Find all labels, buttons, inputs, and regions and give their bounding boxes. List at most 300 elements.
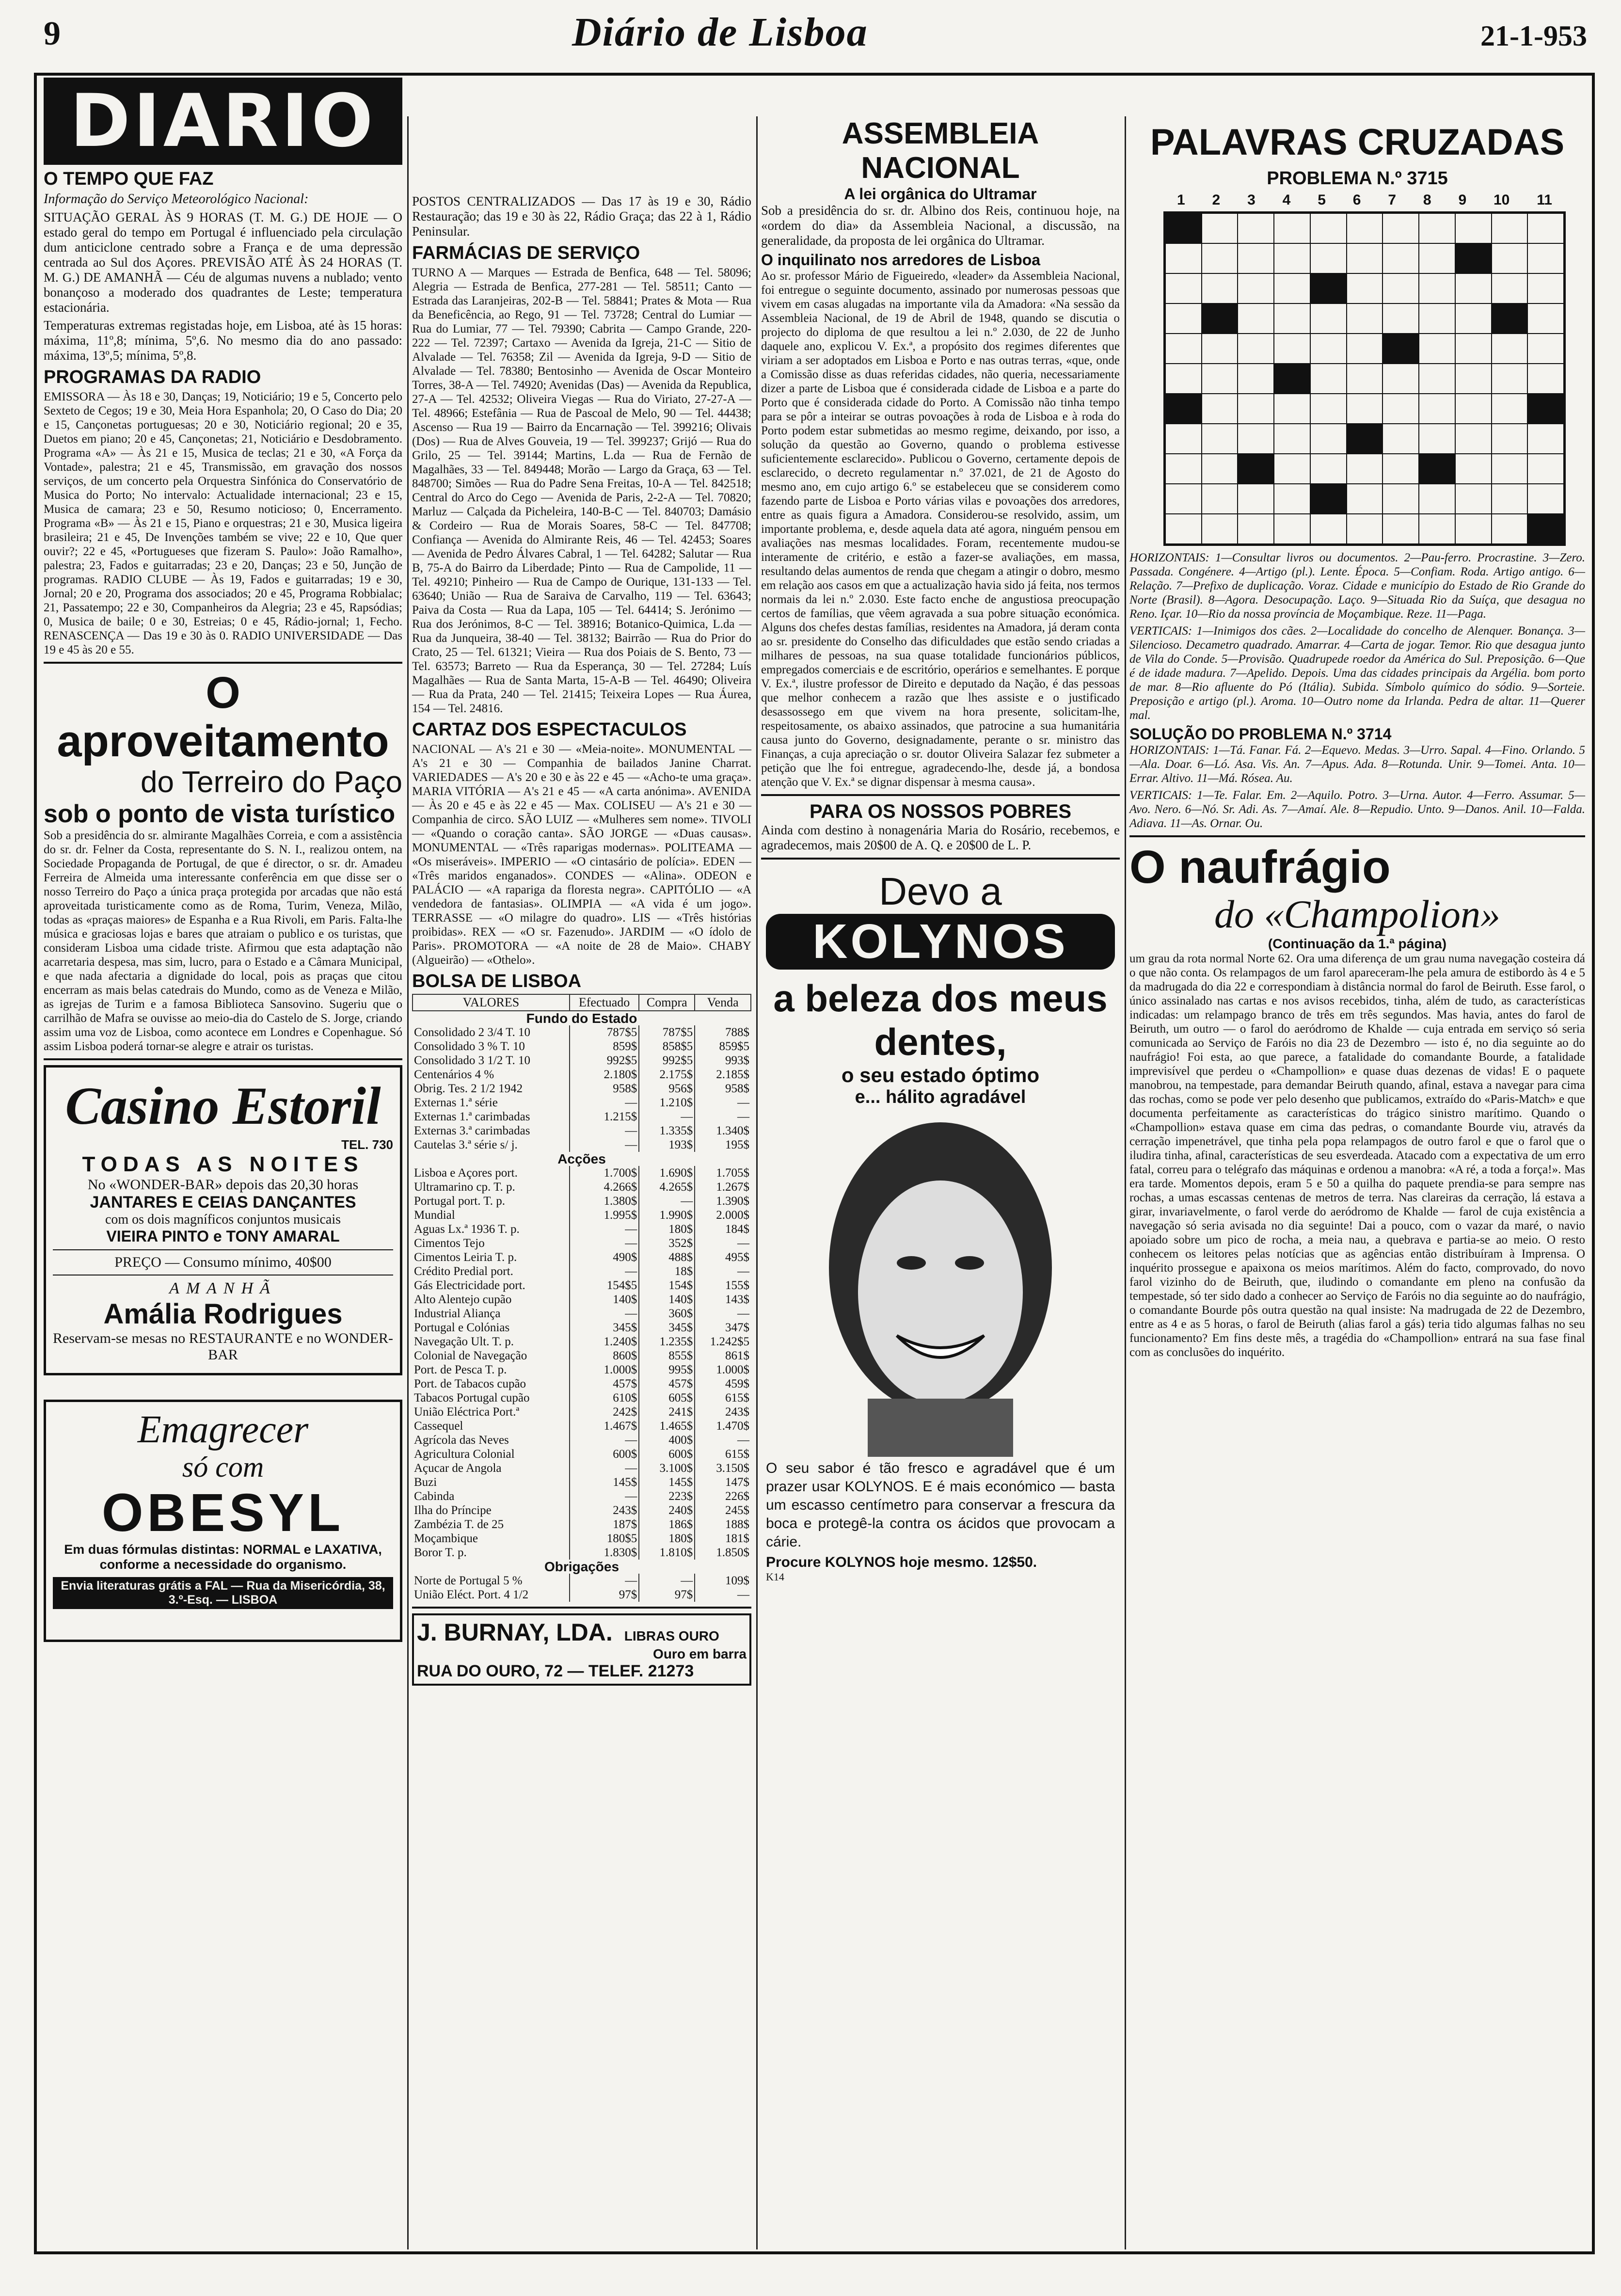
- table-cell: 345$: [570, 1321, 639, 1335]
- table-cell: Ultramarino cp. T. p.: [413, 1180, 570, 1194]
- crossword-cell: [1202, 484, 1238, 514]
- crossword-cell: [1455, 364, 1492, 394]
- naufragio-text: um grau da rota normal Norte 62. Ora uma diferença de um grau numa navegação costeira dá o que não conta. Os relampagos de um farol apareceram-lhe pela amura de estibordo às 4 e 5 da madrugada do dia 22 e correspondiam à distância normal do farol de Beiruth. Esse farol, o único assinalado nas cartas e nos avisos recebidos, tinha, além de tudo, as características indicadas: um relampago branco de três em três segundos. Mas havia, antes do farol de Beiruth, um outro — o farol do aeródromo de Khalde — cuja entrada em serviço só seria comunicada ao Serviço de Faróis no dia 23 de Dezembro — isto é, no dia seguinte ao do naufrágio! Foi esta, ao que parece, a fatalidade do comandante Bourde, a fatalidade imprevisível que perdeu o «Champollion» e quase duas dezenas de vidas! E o paquete manobrou, na tempestade, para demandar Beiruth quando, afinal, estava a navegar para cima das rochas, como se pode ver pelo desenho que publicamos, extraído do «Paris-Match» e que documenta perfeitamente as características do trágico sinistro marítimo. Quando o «Champollion» estava quase em cima das pedras, o comandante Bourde viu, através da cerração impenetrável, que tinha pela popa relampagos de outro farol e que o farol que o iludira tinha, afinal, características de seu esverdeada. Atacado com a expectativa de um erro fatal, correu para o telégrafo das máquinas e ordenou a manobra: «A ré, a toda a força!». Mas era tarde. Momentos depois, eram 5 e 50 a quilha do paquete prendia-se para sempre nas rochas, a umas escassas centenas de metros de terra. Nas clareiras da cerração, lá estava a girar, invariavelmente, o farol verde do aeródromo de Khalde — farol de cuja existência a navegação só seria avisada no dia seguinte! Dai a pouco, com o vazar da maré, o navio apoiado sobre um pico de rocha, a meia nau, a quebrava e partia-se ao meio. O resto conhecem os leitores pelas notícias que as agências então distribuíram à Imprensa. O inquérito prossegue e apaixona os meios marítimos. Além do facto, comprovado, do novo farol vizinho do de Beiruth, que, iludindo o comandante em pleno na confusão da tempestade, só ter sido dado a conhecer ao Serviço de Faróis no dia seguinte ao do naufrágio, o comandante Bourde pôs outra questão na qual insiste: Na madrugada de 22 de Dezembro, entre as 4 e as 5 horas, o farol de Beiruth (alias farol a gás) teria tido algumas falhas no seu funcionamento? Em fins deste mês, a tragédia do «Champollion» entrará na sua fase final com as conclusões do inquérito.: [1129, 952, 1585, 1359]
- table-cell: 1.000$: [716, 1363, 749, 1376]
- crossword-cell: [1238, 273, 1274, 303]
- table-row: [413, 1096, 751, 1110]
- table-cell: 610$: [570, 1391, 639, 1405]
- table-cell: Port. de Pesca T. p.: [413, 1363, 570, 1377]
- table-cell: 1.705$: [716, 1166, 749, 1180]
- table-cell: Centenários 4 %: [413, 1068, 570, 1082]
- obesyl-line1: Emagrecer: [137, 1408, 309, 1451]
- assembleia-subtitle: A lei orgânica do Ultramar: [844, 185, 1037, 203]
- table-row: [413, 1447, 751, 1461]
- crossword-cell: [1347, 364, 1383, 394]
- table-cell: Boror T. p.: [413, 1546, 570, 1560]
- table-cell: 1.690$: [639, 1166, 695, 1180]
- crossword-cell: [1383, 454, 1419, 484]
- table-row: [413, 1307, 751, 1321]
- table-cell: 2.180$: [570, 1068, 639, 1082]
- smiling-woman-illustration: [790, 1108, 1091, 1457]
- table-cell: Ilha do Príncipe: [413, 1503, 570, 1517]
- crossword-cell: [1310, 454, 1347, 484]
- casino-tel: TEL. 730: [341, 1137, 393, 1152]
- table-cell: 600$: [570, 1447, 639, 1461]
- table-cell: 243$: [570, 1503, 639, 1517]
- table-row: [413, 1419, 751, 1433]
- crossword-cell: [1310, 303, 1347, 334]
- crossword-cell: [1202, 424, 1238, 454]
- crossword-cell: [1383, 273, 1419, 303]
- crossword-cell: [1202, 514, 1238, 544]
- table-cell: Cimentos Leiria T. p.: [413, 1250, 570, 1264]
- crossword-cell: [1202, 273, 1238, 303]
- crossword-cell: [1347, 484, 1383, 514]
- casino-line4: com os dois magníficos conjuntos musicais: [105, 1212, 341, 1227]
- crossword-cell: [1492, 514, 1528, 544]
- crossword-cell: [1455, 394, 1492, 424]
- obesyl-line4: Em duas fórmulas distintas: NORMAL e LAXATIVA, conforme a necessidade do organismo.: [64, 1542, 382, 1572]
- table-cell: —: [570, 1489, 639, 1503]
- table-cell: 457$: [639, 1377, 695, 1391]
- crossword-number: 8: [1423, 192, 1431, 208]
- crossword-number: 9: [1458, 192, 1467, 208]
- table-cell: Portugal port. T. p.: [413, 1194, 570, 1208]
- table-cell: 1.700$: [570, 1166, 639, 1180]
- table-cell: 195$: [725, 1138, 749, 1151]
- kolynos-code: K14: [766, 1571, 784, 1583]
- table-row: [413, 1264, 751, 1278]
- table-cell: 457$: [570, 1377, 639, 1391]
- crossword-cell: [1310, 243, 1347, 273]
- weather-temps: Temperaturas extremas registadas hoje, em Lisboa, até às 15 horas: máxima, 11º,8; mínima, 5º,6. No mesmo dia do ano passado: máxima, 13º,5; mínima, 5º,8.: [44, 318, 402, 363]
- crossword-cell: [1310, 484, 1347, 514]
- crossword-cell: [1310, 273, 1347, 303]
- naufragio-headline: O naufrágio: [1129, 841, 1391, 893]
- crossword-cell: [1383, 484, 1419, 514]
- table-cell: 1.000$: [570, 1363, 639, 1377]
- casino-estoril-ad: [44, 1065, 402, 1375]
- crossword-cell: [1383, 303, 1419, 334]
- crossword-cell: [1527, 484, 1564, 514]
- table-cell: 490$: [570, 1250, 639, 1264]
- crossword-cell: [1347, 424, 1383, 454]
- table-cell: —: [639, 1574, 695, 1588]
- table-row: [413, 1489, 751, 1503]
- column-rule: [1125, 116, 1126, 2249]
- crossword-cell: [1347, 213, 1383, 243]
- table-cell: 859$: [570, 1039, 639, 1053]
- crossword-cell: [1383, 213, 1419, 243]
- table-cell: 2.175$: [639, 1068, 695, 1082]
- crossword-cell: [1455, 213, 1492, 243]
- table-cell: Moçambique: [413, 1531, 570, 1546]
- table-cell: —: [737, 1307, 749, 1320]
- table-cell: 360$: [639, 1307, 695, 1321]
- crossword-cell: [1238, 484, 1274, 514]
- table-cell: Portugal e Colónias: [413, 1321, 570, 1335]
- table-cell: Consolidado 2 3/4 T. 10: [413, 1025, 570, 1039]
- table-cell: Alto Alentejo cupão: [413, 1292, 570, 1307]
- table-cell: 1.465$: [639, 1419, 695, 1433]
- table-cell: 352$: [639, 1236, 695, 1250]
- table-row: [413, 1180, 751, 1194]
- crossword-cell: [1238, 424, 1274, 454]
- table-cell: 2.000$: [716, 1209, 749, 1222]
- crossword-number: 5: [1318, 192, 1326, 208]
- table-cell: 223$: [639, 1489, 695, 1503]
- table-cell: 958$: [570, 1082, 639, 1096]
- casino-logo: Casino Estoril: [65, 1076, 381, 1135]
- crossword-cell: [1165, 364, 1202, 394]
- crossword-cell: [1419, 303, 1455, 334]
- diario-masthead: DIARIO: [44, 78, 402, 165]
- table-cell: 3.100$: [639, 1461, 695, 1475]
- table-cell: 995$: [639, 1363, 695, 1377]
- casino-line9: Reservam-se mesas no RESTAURANTE e no WONDER-BAR: [53, 1330, 393, 1363]
- table-cell: Cimentos Tejo: [413, 1236, 570, 1250]
- crossword-cell: [1347, 394, 1383, 424]
- crossword-cell: [1238, 454, 1274, 484]
- crossword-cell: [1419, 364, 1455, 394]
- casino-line8: Amália Rodrigues: [103, 1298, 343, 1330]
- table-row: [413, 1391, 751, 1405]
- crossword-cell: [1165, 273, 1202, 303]
- crossword-cell: [1310, 394, 1347, 424]
- bolsa-table: [412, 994, 751, 1602]
- table-row: [413, 1053, 751, 1068]
- table-cell: 992$5: [570, 1053, 639, 1068]
- crossword-title: PALAVRAS CRUZADAS: [1150, 122, 1565, 163]
- table-cell: 2.185$: [716, 1068, 749, 1081]
- casino-line3: JANTARES E CEIAS DANÇANTES: [90, 1193, 356, 1212]
- table-row: [413, 1124, 751, 1138]
- table-cell: 858$5: [639, 1039, 695, 1053]
- page-header: [0, 0, 1621, 63]
- inquilinato-text: Ao sr. professor Mário de Figueiredo, «leader» da Assembleia Nacional, foi entregue o seguinte documento, assinado por numerosas pessoas que vivem em casas alugadas na importante vila da Amadora: «Na sessão da Assembleia Nacional, de 19 de Abril de 1948, quando se discutia o projecto do diploma de que resultou a lei n.º 2.030, de 22 de Junho daquele ano, explicou V. Ex.ª, a propósito dos regimes diferentes que viriam a ser adoptados em Lisboa e Porto e nas outras terras, «que, onde a Comissão disse as duas referidas cidades, não queria, necessariamente dizer a parte de Lisboa que é considerada cidade de Lisboa e a parte do Porto que é considerada cidade do Porto. A Comissão não tinha tempo para se pôr a inteirar se outras povoações à roda de Lisboa e à roda do Porto podem estar submetidas ao mesmo regime, deixando, por isso, a solução da questão ao Governo, quando o problema estivesse suficientemente esclarecido». Publicou o Governo, certamente depois de esclarecido, o decreto regulamentar n.º 37.021, de 21 de Agosto do mesmo ano, em cujo artigo 6.º se estabeleceu que se considerem como fazendo parte de Lisboa e Porto várias vilas e povoações dos arredores, entre as quais figura a Amadora. Considerou-se resolvido, assim, um importante problema, e, desde aquela data até agora, ninguém pensou em avaliações nas mesmas localidades. Foram, recentemente mudou-se interamente de critério, e estão a fazer-se avaliações, em massa, resultando delas aumentos de renda que chegam a atingir o dobro, mesmo em relação aos casos em que a actualização havia sido já feita, nos termos normais da lei n.º 2.030. Este facto enche de angustiosa preocupação certos de famílias, que vêem agravada a sua pobre situação económica. Alguns dos chefes destas famílias, residentes na Amadora, já deram conta ao sr. presidente do Conselho das dificuldades que estão sendo criadas a milhares de pessoas, na sua quase totalidade funcionários públicos, empregados comerciais e de escritório, operários e semelhantes. E porque V. Ex.ª, ilustre professor de Direito e deputado da Nação, é das pessoas que melhor conhecem a razão que lhes assiste e o justificado desassossego em que vivem na hora presente, solicitam-lhe, respeitosamente, os abaixo assinados, que patrocine a sua humanitária causa junto do Governo, designadamente, perante o sr. ministro das Finanças, a cuja apreciação o sr. doutor Oliveira Salazar fez submeter a petição que lhe foi entregue, agradecendo-lhe, desde já, a bondosa atenção que V. Ex.ª se dignar dispensar à mesma causa».: [761, 270, 1120, 789]
- crossword-cell: [1202, 243, 1238, 273]
- crossword-cell: [1274, 303, 1310, 334]
- crossword-cell: [1274, 213, 1310, 243]
- bolsa-header-cell: Compra: [639, 994, 695, 1011]
- burnay-name: J. BURNAY, LDA.: [417, 1619, 613, 1646]
- table-cell: 1.267$: [716, 1180, 749, 1194]
- crossword-cell: [1165, 213, 1202, 243]
- kolynos-line1: Devo a: [879, 870, 1002, 913]
- headline-main: O aproveitamento: [57, 668, 389, 766]
- table-cell: Crédito Predial port.: [413, 1264, 570, 1278]
- table-cell: 154$5: [570, 1278, 639, 1292]
- table-cell: —: [570, 1433, 639, 1447]
- crossword-cell: [1165, 454, 1202, 484]
- crossword-number: 1: [1176, 192, 1185, 208]
- table-cell: 1.340$: [716, 1124, 749, 1137]
- column-rule: [407, 116, 409, 2249]
- continuacao-label: (Continuação da 1.ª página): [1268, 936, 1447, 951]
- crossword-cell: [1274, 243, 1310, 273]
- crossword-cell: [1202, 213, 1238, 243]
- casino-line5: VIEIRA PINTO e TONY AMARAL: [106, 1228, 340, 1245]
- table-cell: 187$: [570, 1517, 639, 1531]
- table-cell: Açucar de Angola: [413, 1461, 570, 1475]
- crossword-cell: [1274, 484, 1310, 514]
- table-row: [413, 1039, 751, 1053]
- table-cell: —: [737, 1588, 749, 1601]
- crossword-cell: [1165, 394, 1202, 424]
- burnay-ad: [412, 1613, 751, 1686]
- crossword-cell: [1492, 364, 1528, 394]
- table-cell: —: [639, 1110, 695, 1124]
- table-row: [413, 1208, 751, 1222]
- table-row: [413, 1503, 751, 1517]
- table-row: [413, 1546, 751, 1560]
- table-cell: 97$: [639, 1588, 695, 1602]
- table-row: [413, 1068, 751, 1082]
- farmacias-text: TURNO A — Marques — Estrada de Benfica, 648 — Tel. 58096; Alegria — Estrada de Benfica, 277-281 — Tel. 58511; Canto — Estrada das Laranjeiras, 202-B — Tel. 58841; Prates & Mota — Rua da Beneficência, ao Rego, 91 — Tel. 73728; Central do Lumiar — Rua do Lumiar, 77 — Tel. 79390; Cabrita — Campo Grande, 220-222 — Tel. 72397; Cartaxo — Avenida da Igreja, 21-C — Sitio de Alvalade — Tel. 76358; Zil — Avenida da Igreja, 9-D — Sitio de Alvalade — Tel. 78380; Bentosinho — Avenida de Oscar Monteiro Torres, 38-A — Tel. 74920; Avenidas (Das) — Avenida da Republica, 27-A — Tel. 42532; Oliveira Viegas — Rua do Viriato, 27-27-A — Tel. 48966; Estefânia — Rua de Pascoal de Melo, 90 — Tel. 44438; Ascenso — Rua 19 — Bairro da Encarnação — Tel. 399216; Olivais (Dos) — Rua de Alves Gouveia, 19 — Tel. 399237; Grijó — Rua do Grilo, 25 — Tel. 39144; Martins, L.da — Rua de Fernão de Magalhães, 33 — Tel. 849448; Morão — Largo da Graça, 63 — Tel. 848700; Simões — Rua do Padre Sena Freitas, 10-A — Tel. 842518; Central do Arco do Cego — Avenida de Paris, 2-2-A — Tel. 70820; Marluz — Calçada da Picheleira, 140-B-C — Tel. 840703; Damásio & Cordeiro — Rua de Morais Soares, 58-C — Tel. 847708; Confiança — Avenida do Almirante Reis, 46 — Tel. 42453; Soares — Avenida de Pedro Álvares Cabral, 1 — Tel. 64282; Salutar — Rua B, 75-A do Bairro da Liberdade; Pinto — Rua de Campolide, 11 — Tel. 49210; Pinheiro — Rua de Campo de Ourique, 131-133 — Tel. 63640; União — Rua de Saraiva de Carvalho, 119 — Tel. 63643; Paiva da Costa — Rua da Lapa, 105 — Tel. 64414; S. Jerónimo — Rua dos Jerónimos, 8-C — Tel. 38916; Botanico-Quimica, L.da — Rua da Junqueira, 38-40 — Tel. 38132; Bairrão — Rua do Prior do Crato, 25 — Tel. 61321; Vieira — Rua dos Poiais de S. Bento, 73 — Tel. 63573; Barreto — Rua da Esperança, 30 — Tel. 27284; Luís Magalhães — Rua de Santa Marta, 15-A-B — Tel. 46490; Oliveira — Rua da Prata, 240 — Tel. 21415; Teixeira Lopes — Rua Áurea, 154 — Tel. 24816.: [412, 266, 751, 715]
- crossword-cell: [1492, 273, 1528, 303]
- crossword-cell: [1492, 424, 1528, 454]
- crossword-cell: [1274, 334, 1310, 364]
- table-cell: 97$: [570, 1588, 639, 1602]
- inquilinato-title: O inquilinato nos arredores de Lisboa: [761, 251, 1041, 269]
- crossword-cell: [1238, 394, 1274, 424]
- table-cell: 1.467$: [570, 1419, 639, 1433]
- table-cell: Industrial Aliança: [413, 1307, 570, 1321]
- table-cell: 345$: [639, 1321, 695, 1335]
- crossword-cell: [1202, 303, 1238, 334]
- table-cell: 400$: [639, 1433, 695, 1447]
- table-cell: 181$: [725, 1532, 749, 1545]
- table-row: [413, 1349, 751, 1363]
- crossword-cell: [1274, 514, 1310, 544]
- table-cell: 488$: [639, 1250, 695, 1264]
- table-cell: —: [570, 1264, 639, 1278]
- table-cell: —: [570, 1461, 639, 1475]
- crossword-cell: [1527, 213, 1564, 243]
- casino-line1: TODAS AS NOITES: [82, 1152, 364, 1176]
- table-cell: —: [570, 1236, 639, 1250]
- table-row: [413, 1292, 751, 1307]
- crossword-cell: [1202, 364, 1238, 394]
- bolsa-header-cell: Venda: [695, 994, 751, 1011]
- table-cell: Colonial de Navegação: [413, 1349, 570, 1363]
- problema-label: PROBLEMA N.º 3715: [1267, 168, 1448, 189]
- crossword-number: 4: [1282, 192, 1291, 208]
- casino-line6: PREÇO — Consumo mínimo, 40$00: [114, 1254, 332, 1270]
- table-cell: 615$: [725, 1391, 749, 1404]
- crossword-cell: [1165, 514, 1202, 544]
- postos-text: POSTOS CENTRALIZADOS — Das 17 às 19 e 30, Rádio Restauração; das 19 e 30 às 22, Rádio Graça; das 22 à 1, Rádio Peninsular.: [412, 194, 751, 239]
- table-cell: 226$: [725, 1490, 749, 1503]
- table-cell: 956$: [639, 1082, 695, 1096]
- table-cell: 155$: [725, 1279, 749, 1292]
- column-1: [44, 78, 402, 1642]
- crossword-cell: [1455, 484, 1492, 514]
- table-cell: Tabacos Portugal cupão: [413, 1391, 570, 1405]
- crossword-number: 7: [1388, 192, 1396, 208]
- obesyl-line2: só com: [182, 1451, 264, 1483]
- table-cell: —: [570, 1138, 639, 1152]
- table-cell: 1.390$: [716, 1195, 749, 1208]
- table-cell: 615$: [725, 1448, 749, 1461]
- crossword-cell: [1383, 334, 1419, 364]
- crossword-cell: [1492, 394, 1528, 424]
- crossword-number: 2: [1212, 192, 1221, 208]
- crossword-cell: [1455, 454, 1492, 484]
- weather-text: SITUAÇÃO GERAL ÀS 9 HORAS (T. M. G.) DE HOJE — O estado geral do tempo em Portugal é influenciado pela circulação dum anticiclone centrado sobre a França e de uma depressão centrada ao Sul dos Açores. PREVISÃO ATÉ ÀS 24 HORAS (T. M. G.) DE AMANHÃ — Céu de algumas nuvens a nublado; vento bonançoso a moderado dos quadrantes de Leste; temperatura estacionária.: [44, 210, 402, 315]
- column-2: [412, 78, 751, 1686]
- table-row: [413, 1194, 751, 1208]
- table-cell: 180$5: [570, 1531, 639, 1546]
- burnay-address: RUA DO OURO, 72 — TELEF. 21273: [417, 1662, 694, 1680]
- burnay-libras: LIBRAS OURO: [624, 1628, 719, 1643]
- table-cell: Externas 1.ª carimbadas: [413, 1110, 570, 1124]
- crossword-cell: [1347, 243, 1383, 273]
- table-cell: 1.240$: [570, 1335, 639, 1349]
- table-cell: 18$: [639, 1264, 695, 1278]
- table-cell: Cassequel: [413, 1419, 570, 1433]
- table-row: [413, 1250, 751, 1264]
- table-cell: Cautelas 3.ª série s/ j.: [413, 1138, 570, 1152]
- bolsa-header-cell: VALORES: [413, 994, 570, 1011]
- crossword-cell: [1347, 454, 1383, 484]
- crossword-cell: [1419, 273, 1455, 303]
- crossword-cell: [1238, 334, 1274, 364]
- table-row: [413, 1025, 751, 1039]
- crossword-cell: [1310, 424, 1347, 454]
- crossword-number: 3: [1247, 192, 1255, 208]
- kolynos-price: Procure KOLYNOS hoje mesmo. 12$50.: [766, 1554, 1037, 1570]
- table-cell: 495$: [725, 1251, 749, 1264]
- table-cell: 186$: [639, 1517, 695, 1531]
- solucao-title: SOLUÇÃO DO PROBLEMA N.º 3714: [1129, 725, 1392, 743]
- crossword-cell: [1274, 394, 1310, 424]
- crossword-number: 11: [1537, 192, 1552, 208]
- table-cell: 180$: [639, 1222, 695, 1236]
- solucao-horizontais: HORIZONTAIS: 1—Tá. Fanar. Fá. 2—Equevo. Medas. 3—Urro. Sapal. 4—Fino. Orlando. 5—Ala. Doar. 6—Ló. Asa. Vis. An. 7—Apus. Ada. 8—Rotunda. Unir. 9—Tomei. Anta. 10—Errar. Altivo. 11—Má. Rósea. Au.: [1129, 744, 1585, 785]
- bolsa-section-title: Fundo do Estado: [526, 1011, 637, 1026]
- crossword-cell: [1527, 243, 1564, 273]
- table-row: [413, 1321, 751, 1335]
- table-cell: 1.235$: [639, 1335, 695, 1349]
- table-cell: 188$: [725, 1518, 749, 1531]
- table-cell: 193$: [639, 1138, 695, 1152]
- table-cell: 855$: [639, 1349, 695, 1363]
- crossword-cell: [1419, 514, 1455, 544]
- kolynos-line3: a beleza dos meus dentes,: [773, 977, 1108, 1063]
- table-row: [413, 1236, 751, 1250]
- crossword-cell: [1383, 243, 1419, 273]
- table-row: [413, 1531, 751, 1546]
- table-row: [413, 1405, 751, 1419]
- crossword-cell: [1492, 454, 1528, 484]
- radio-title: PROGRAMAS DA RADIO: [44, 367, 261, 387]
- kolynos-line4: o seu estado óptimo: [841, 1064, 1040, 1086]
- crossword-number: 10: [1494, 192, 1510, 208]
- crossword-cell: [1165, 484, 1202, 514]
- crossword-cell: [1165, 424, 1202, 454]
- table-row: [413, 1138, 751, 1152]
- table-cell: 1.995$: [570, 1208, 639, 1222]
- terreiro-article: Sob a presidência do sr. almirante Magalhães Correia, e com a assistência do sr. dr. Felner da Costa, representante do S. N. I., realizou ontem, na Sociedade Propaganda de Portugal, de que é director, o sr. dr. Amadeu Ferreira de Almeida uma interessante conferência em que disse ser o nosso Terreiro do Paço a única praça protegida por arcadas que não está aproveitada turisticamente como as de Roma, Turim, Veneza, Milão, todas as «praças maiores» de Espanha e a Rua Rivoli, em Paris. Falta-lhe música e graciosas lojas e bares que atraiam o publico e os turistas, que consideram Lisboa uma cidade triste. Afirmou que esta adaptação não acarretaria despesa, mas sim, lucro, para o Estado e a Câmara Municipal, e que nada afectaria a dignidade do local, pois as praças que citou encerram as mais belas catedrais do Mundo, como as de Veneza e Milão, as igrejas de Turim e a famosa Biblioteca Sansovino. Sugeriu que o carrilhão de Mafra se ouvisse ao meio-dia do Castelo de S. Jorge, criando assim uma voz de Lisboa, como acontece em Londres e Copenhague. Só assim Lisboa poderá tornar-se alegre e atrair os turistas.: [44, 829, 402, 1053]
- table-cell: 143$: [725, 1293, 749, 1306]
- column-3: [761, 78, 1120, 1588]
- table-cell: Gás Electricidade port.: [413, 1278, 570, 1292]
- table-cell: Agrícola das Neves: [413, 1433, 570, 1447]
- table-cell: —: [737, 1265, 749, 1278]
- casino-line7: AMANHÃ: [169, 1279, 277, 1297]
- table-cell: 787$5: [570, 1025, 639, 1039]
- table-cell: 347$: [725, 1321, 749, 1334]
- column-rule: [756, 116, 758, 2249]
- header-masthead: Diário de Lisboa: [572, 10, 868, 55]
- table-cell: Port. de Tabacos cupão: [413, 1377, 570, 1391]
- table-cell: 140$: [639, 1292, 695, 1307]
- crossword-cell: [1527, 273, 1564, 303]
- crossword-cell: [1527, 454, 1564, 484]
- table-row: [413, 1363, 751, 1377]
- table-cell: Cabinda: [413, 1489, 570, 1503]
- crossword-cell: [1527, 364, 1564, 394]
- crossword-cell: [1347, 303, 1383, 334]
- table-cell: 4.265$: [639, 1180, 695, 1194]
- table-row: [413, 1166, 751, 1180]
- assembleia-lead: Sob a presidência do sr. dr. Albino dos Reis, continuou hoje, na «ordem do dia» da Assembleia Nacional, a discussão, na generalidade, da proposta de lei orgânica do Ultramar.: [761, 203, 1120, 248]
- crossword-cell: [1455, 303, 1492, 334]
- crossword-cell: [1419, 334, 1455, 364]
- crossword-cell: [1383, 394, 1419, 424]
- crossword-cell: [1310, 364, 1347, 394]
- kolynos-body: O seu sabor é tão fresco e agradável que é um prazer usar KOLYNOS. E é mais económico — basta um escasso centímetro para conservar a frescura da boca e protegê-la contra os ácidos que provocam a cárie.: [766, 1460, 1115, 1550]
- assembleia-title: ASSEMBLEIA NACIONAL: [842, 117, 1039, 185]
- table-cell: 145$: [570, 1475, 639, 1489]
- pobres-title: PARA OS NOSSOS POBRES: [809, 801, 1072, 822]
- header-date: 21-1-953: [1480, 20, 1587, 52]
- crossword-cell: [1455, 424, 1492, 454]
- table-cell: Lisboa e Açores port.: [413, 1166, 570, 1180]
- table-cell: —: [639, 1194, 695, 1208]
- crossword-cell: [1310, 514, 1347, 544]
- crossword-cell: [1165, 243, 1202, 273]
- page-number: 9: [44, 15, 61, 52]
- table-cell: —: [737, 1237, 749, 1250]
- bolsa-header-cell: Efectuado: [570, 994, 639, 1011]
- crossword-cell: [1455, 334, 1492, 364]
- crossword-cell: [1419, 213, 1455, 243]
- casino-line2: No «WONDER-BAR» depois das 20,30 horas: [87, 1177, 359, 1193]
- crossword-cell: [1202, 394, 1238, 424]
- crossword-cell: [1419, 243, 1455, 273]
- table-cell: Norte de Portugal 5 %: [413, 1574, 570, 1588]
- table-cell: —: [570, 1222, 639, 1236]
- bolsa-section-title: Acções: [557, 1151, 606, 1166]
- crossword-cell: [1165, 303, 1202, 334]
- headline-secondary: do Terreiro do Paço: [141, 765, 402, 799]
- obesyl-ad: [44, 1400, 402, 1642]
- crossword-cell: [1492, 484, 1528, 514]
- table-cell: 154$: [639, 1278, 695, 1292]
- crossword-cell: [1202, 334, 1238, 364]
- crossword-cell: [1347, 514, 1383, 544]
- cartaz-title: CARTAZ DOS ESPECTACULOS: [412, 719, 687, 740]
- table-cell: 459$: [725, 1377, 749, 1390]
- crossword-cell: [1238, 514, 1274, 544]
- table-cell: —: [570, 1096, 639, 1110]
- table-cell: 1.210$: [639, 1096, 695, 1110]
- radio-text: EMISSORA — Às 18 e 30, Danças; 19, Noticiário; 19 e 5, Concerto pelo Sexteto de Cegos; 19 e 30, Meia Hora Espanhola; 20, O Caso do Dia; 20 e 15, Cançonetas portuguesas; 20 e 30, Noticiário regional; 20 e 35, Duetos em piano; 20 e 45, Cançonetas; 21, Noticiário e Desdobramento. Programa «A» — Às 21 e 15, Musica de teclas; 21 e 30, «A Força da Vontade», palestra; 21 e 45, Transmissão, em gravação dos nossos serviços, de um concerto pela Orquestra Sinfónica do Conservatório de Musica do Porto; No intervalo: Actualidade internacional; 23 e 15, Musica de camara; 23 e 50, Resumo noticioso; 0, Encerramento. Programa «B» — Às 21 e 15, Piano e orquestras; 21 e 30, Musica ligeira brasileira; 21 e 45, De Invenções também se vive; 22 e 10, Que quer ouvir?; 22 e 45, «Portugueses que fizeram S. Paulo»: João Ramalho», palestra; 23, Fados e guitarradas; 23 e 20, Danças; 23 e 50, Junção de programas. RADIO CLUBE — Às 19, Fados e guitarradas; 19 e 30, Jornal; 20 e 20, Programa dos associados; 20 e 45, Programa Robbialac; 21, Passatempo; 22 e 30, Companheiros da Alegria; 23 e 45, Rapsódias; 0, Musica de baile; 0 e 30, Estreias; 0 e 45, Rádio-jornal; 1, Fecho. RENASCENÇA — Das 19 e 30 às 0. RADIO UNIVERSIDADE — Das 19 e 45 às 20 e 55.: [44, 390, 402, 656]
- weather-title: O TEMPO QUE FAZ: [44, 169, 214, 189]
- table-cell: Consolidado 3 % T. 10: [413, 1039, 570, 1053]
